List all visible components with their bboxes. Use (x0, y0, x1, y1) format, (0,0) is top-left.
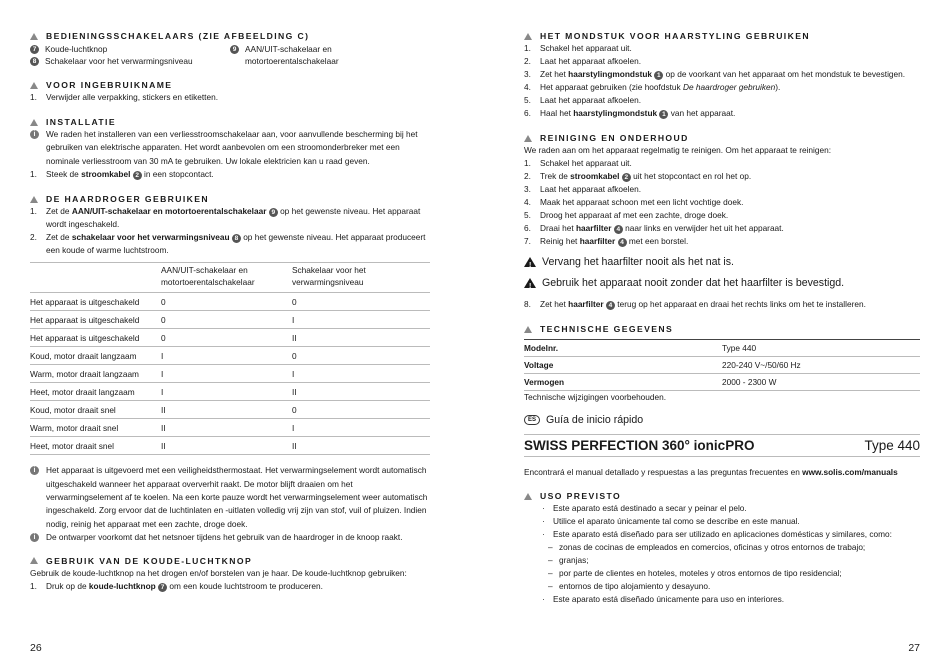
badge-2-icon: 2 (622, 173, 631, 182)
list-item: 1. Schakel het apparaat uit. (524, 158, 632, 168)
list-item: – entornos de tipo alojamiento y desayuno. (548, 581, 711, 591)
list-item: 4. Het apparaat gebruiken (zie hoofdstuk De haardroger gebruiken). (524, 82, 781, 92)
badge-7-icon: 7 (158, 583, 167, 592)
table-cell: Het apparaat is uitgeschakeld (30, 329, 161, 347)
tech-table (524, 339, 920, 391)
section-before-use (30, 79, 430, 104)
badge-1-icon: 1 (659, 110, 668, 119)
badge-4-icon: 4 (614, 225, 623, 234)
list-item: 2. Trek de stroomkabel 2 uit het stopcontact en rol het op. (524, 171, 752, 181)
table-row (30, 401, 430, 419)
badge-1-icon: 1 (654, 71, 663, 80)
list-item: 1. Steek de stroomkabel 2 in een stopcontact. (30, 169, 214, 180)
table-cell: II (292, 329, 430, 347)
table-cell: Koud, motor draait snel (30, 401, 161, 419)
table-cell: I (292, 365, 430, 383)
list-item: 3. Laat het apparaat afkoelen. (524, 184, 642, 194)
list-item: 8. Zet het haarfilter 4 terug op het apparaat en draai het rechts links om het te installeren. (524, 299, 866, 309)
section-cold-air: GEBRUIK VAN DE KOUDE-LUCHTKNOP Gebruik de koude-luchtknop na het drogen en/of borstelen van je haar. De koude-luchtknop gebruiken: 1. Druk op de koude-luchtknop 7 om een koude luchtstroom te produceren. (30, 555, 430, 593)
info-icon: i (30, 130, 39, 139)
list-item: 6. Haal het haarstylingmondstuk 1 van het apparaat. (524, 108, 736, 118)
badge-9-icon: 9 (230, 45, 239, 54)
badge-8-icon: 8 (30, 57, 39, 66)
warning-icon: ! (524, 257, 536, 267)
list-item: · Utilice el aparato únicamente tal como se describe en este manual. (542, 516, 800, 526)
table-cell: II (161, 419, 292, 437)
table-cell: II (161, 437, 292, 455)
section-installation (30, 116, 430, 181)
table-row (30, 383, 430, 401)
list-item: – por parte de clientes en hoteles, moteles y otros entornos de tipo residencial; (548, 568, 842, 578)
list-item: · Este aparato está diseñado para ser utilizado en aplicaciones domésticas y similares, como: (542, 529, 892, 539)
table-cell: I (161, 347, 292, 365)
language-es-icon: ES (524, 415, 540, 425)
list-item: · Este aparato está diseñado únicamente para uso en interiores. (542, 594, 785, 604)
left-page (30, 30, 430, 593)
section-nozzle (524, 30, 920, 120)
triangle-icon (524, 33, 532, 40)
table-row: Voltage 220-240 V~/50/60 Hz (524, 357, 920, 374)
table-row (30, 347, 430, 365)
badge-7-icon: 7 (30, 45, 39, 54)
info-note: i Het apparaat is uitgevoerd met een veiligheidsthermostaat. Het verwarmingselement wordt automatisch uitgeschakeld wanneer het apparaat oververhit raakt. De motor blijft draaien om het verwarmingselement af te koelen. Na een korte pauze wordt het verwarmingselement weer automatisch ingeschakeld. Zorg ervoor dat de luchtinlaten en -uitlaten volledig vrij zijn van stof, vuil of pluizen. Indien nodig, reinig het apparaat met een zachte, droge doek. (30, 464, 430, 531)
table-cell: 0 (292, 401, 430, 419)
heading-tech: TECHNISCHE GEGEVENS (524, 323, 920, 335)
table-header-cell: Schakelaar voor het verwarmingsniveau (292, 263, 430, 293)
table-cell: 0 (161, 311, 292, 329)
badge-2-icon: 2 (133, 171, 142, 180)
list-item: 3. Zet het haarstylingmondstuk 1 op de voorkant van het apparaat om het mondstuk te bevestigen. (524, 69, 906, 79)
list-item: 2. Laat het apparaat afkoelen. (524, 56, 642, 66)
list-item: – zonas de cocinas de empleados en comercios, oficinas y otros entornos de trabajo; (548, 542, 866, 552)
heading-before-use: VOOR INGEBRUIKNAME (30, 79, 430, 91)
table-cell: Het apparaat is uitgeschakeld (30, 293, 161, 311)
table-cell: I (292, 311, 430, 329)
controls-legend: 7 Koude-luchtknop 8 Schakelaar voor het verwarmingsniveau 9 AAN/UIT-schakelaar en motortoerentalschakelaar (30, 43, 430, 67)
table-cell: II (292, 437, 430, 455)
table-row (30, 329, 430, 347)
list-item: 6. Draai het haarfilter 4 naar links en verwijder het uit het apparaat. (524, 223, 784, 233)
list-item: 1. Verwijder alle verpakking, stickers en etiketten. (30, 92, 219, 102)
table-cell: Koud, motor draait langzaam (30, 347, 161, 365)
triangle-icon (524, 135, 532, 142)
list-item: 2. Zet de schakelaar voor het verwarmingsniveau 8 op het gewenste niveau. Het apparaat produceert een koude of warme luchtstroom. (30, 232, 426, 256)
product-header: SWISS PERFECTION 360° ionicPRO Type 440 (524, 434, 920, 457)
table-cell: 0 (161, 329, 292, 347)
section-using (30, 193, 430, 455)
table-cell: 0 (161, 293, 292, 311)
list-item: 4. Maak het apparaat schoon met een licht vochtige doek. (524, 197, 744, 207)
table-cell: I (161, 365, 292, 383)
table-row (30, 437, 430, 455)
list-item: 1. Druk op de koude-luchtknop 7 om een koude luchtstroom te produceren. (30, 580, 323, 591)
triangle-icon (30, 33, 38, 40)
page-number: 26 (30, 642, 42, 654)
triangle-icon (30, 557, 38, 564)
section-cleaning: REINIGING EN ONDERHOUD We raden aan om het apparaat regelmatig te reinigen. Om het apparaat te reinigen: 1. Schakel het apparaat uit. 2. Trek de stroomkabel 2 uit het stopcontact en rol het op. 3. Laat het apparaat afkoelen. 4. Maak het apparaat schoon met een licht vochtige doek. 5. Droog het apparaat af met een zachte, droge doek. 6. Draai het haarfilter 4 naar links en verwijder het uit het apparaat. 7. Reinig het haarfilter 4 met een borstel. ! Vervang het haarfilter nooit als het nat is. ! Gebruik het apparaat nooit zonder dat het haarfilter is bevestigd. 8. Zet het haarfilter 4 terug op het apparaat en draai het rechts links om het te installeren. (524, 132, 920, 311)
table-row (30, 419, 430, 437)
list-item: 5. Laat het apparaat afkoelen. (524, 95, 642, 105)
warning-note: ! Vervang het haarfilter nooit als het nat is. (524, 255, 920, 269)
table-header-cell: AAN/UIT-schakelaar en motortoerentalschakelaar (161, 263, 292, 293)
list-item: 1. Zet de AAN/UIT-schakelaar en motortoerentalschakelaar 9 op het gewenste niveau. Het apparaat wordt ingeschakeld. (30, 206, 421, 230)
manual-note: Encontrará el manual detallado y respuestas a las preguntas frecuentes en www.solis.com/manuals (524, 467, 898, 477)
table-header (30, 263, 430, 293)
warning-note: ! Gebruik het apparaat nooit zonder dat het haarfilter is bevestigd. (524, 276, 920, 290)
list-item: 5. Droog het apparaat af met een zachte, droge doek. (524, 210, 729, 220)
settings-table (30, 262, 430, 455)
badge-9-icon: 9 (269, 208, 278, 217)
heading-controls: BEDIENINGSSCHAKELAARS (ZIE AFBEELDING C) (30, 30, 430, 42)
table-row: Vermogen 2000 - 2300 W (524, 374, 920, 391)
list-item: 7. Reinig het haarfilter 4 met een borstel. (524, 236, 689, 246)
manual-link[interactable]: www.solis.com/manuals (802, 467, 898, 477)
quick-guide-title: ES Guía de inicio rápido (524, 414, 920, 426)
triangle-icon (524, 493, 532, 500)
section-notes (30, 464, 430, 544)
list-item: – granjas; (548, 555, 589, 565)
heading-installation: INSTALLATIE (30, 116, 430, 128)
triangle-icon (524, 326, 532, 333)
info-note: i We raden het installeren van een verliesstroomschakelaar aan, voor aanvullende bescherming bij het gebruiken van elektrische apparaten. Het wordt aanbevolen om een stroomonderbreker met een nominale verliesstroom van 30 mA te gebruiken. Uw lokale elektricien kan u raad geven. (30, 128, 430, 168)
heading-cleaning: REINIGING EN ONDERHOUD (524, 132, 920, 144)
list-item: · Este aparato está destinado a secar y peinar el pelo. (542, 503, 747, 513)
triangle-icon (30, 82, 38, 89)
table-cell: Heet, motor draait snel (30, 437, 161, 455)
table-cell: 0 (292, 293, 430, 311)
heading-cold-air: GEBRUIK VAN DE KOUDE-LUCHTKNOP (30, 555, 430, 567)
table-row (30, 365, 430, 383)
table-cell: I (292, 419, 430, 437)
table-row (30, 293, 430, 311)
heading-nozzle: HET MONDSTUK VOOR HAARSTYLING GEBRUIKEN (524, 30, 920, 42)
section-uso (524, 490, 920, 606)
table-cell: II (161, 401, 292, 419)
list-item: 1. Schakel het apparaat uit. (524, 43, 632, 53)
badge-4-icon: 4 (618, 238, 627, 247)
triangle-icon (30, 196, 38, 203)
table-row: Modelnr. Type 440 (524, 340, 920, 357)
info-icon: i (30, 466, 39, 475)
triangle-icon (30, 119, 38, 126)
table-cell: Warm, motor draait snel (30, 419, 161, 437)
table-cell: 0 (292, 347, 430, 365)
info-note: i De ontwarper voorkomt dat het netsnoer tijdens het gebruik van de haardroger in de knoop raakt. (30, 531, 430, 544)
heading-uso: USO PREVISTO (524, 490, 920, 502)
heading-using: DE HAARDROGER GEBRUIKEN (30, 193, 430, 205)
badge-4-icon: 4 (606, 301, 615, 310)
right-page (524, 30, 920, 606)
section-tech: TECHNISCHE GEGEVENS Modelnr. Type 440 Voltage 220-240 V~/50/60 Hz Vermogen 2000 - 2300 W Technische wijzigingen voorbehouden. (524, 323, 920, 404)
section-controls (30, 30, 430, 67)
table-cell: Heet, motor draait langzaam (30, 383, 161, 401)
table-cell: I (161, 383, 292, 401)
table-cell: Warm, motor draait langzaam (30, 365, 161, 383)
table-cell: II (292, 383, 430, 401)
table-cell: Het apparaat is uitgeschakeld (30, 311, 161, 329)
badge-8-icon: 8 (232, 234, 241, 243)
page-number: 27 (908, 642, 920, 654)
info-icon: i (30, 533, 39, 542)
warning-icon: ! (524, 278, 536, 288)
table-row (30, 311, 430, 329)
